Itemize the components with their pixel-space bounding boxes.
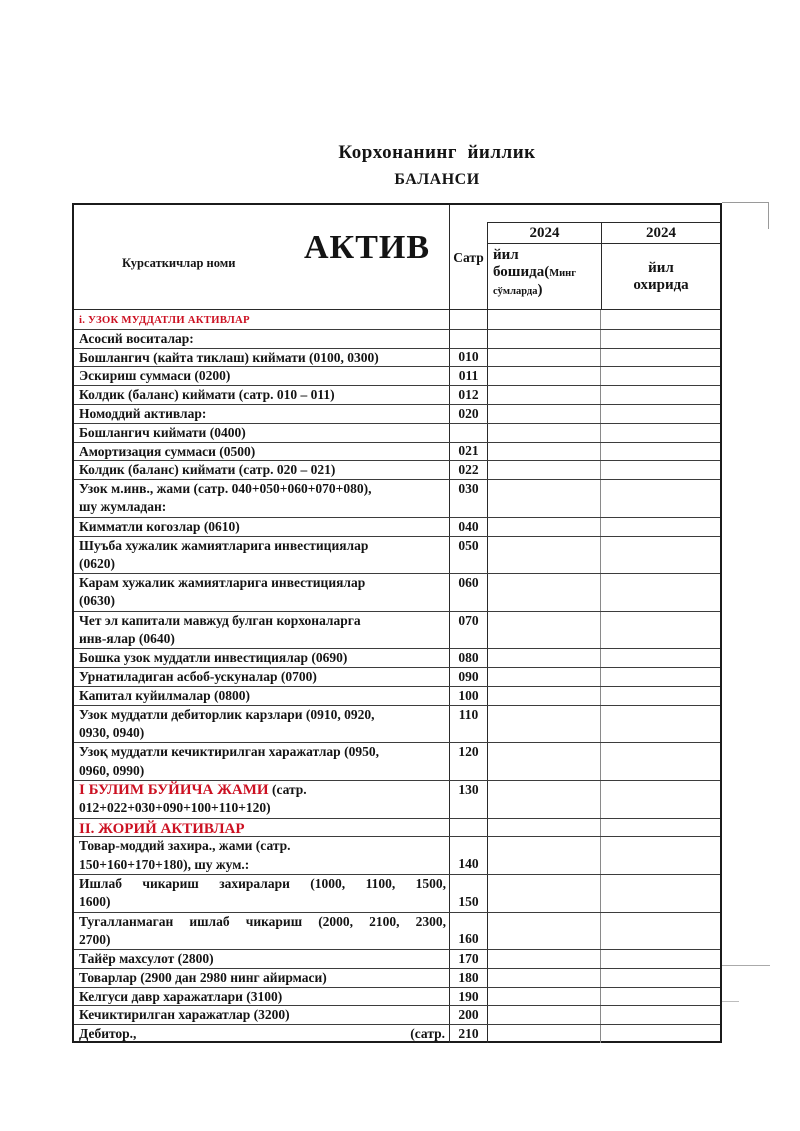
row-label: Чет эл капитали мавжуд булган корхоналарга инв-ялар (0640) [79,612,361,647]
row-label: Товар-моддий захира., жами (сатр. 150+160+170+180), шу жум.: [79,838,291,872]
value-year-end-cell [600,837,720,874]
row-label: Кечиктирилган харажатлар (3200) [79,1007,290,1023]
value-year-end-cell [600,687,720,705]
row-code: 022 [449,461,487,479]
row-code: 160 [449,913,487,950]
table-row [74,780,720,818]
row-code: 150 [449,875,487,912]
table-row [74,667,720,686]
row-code: 130 [449,781,487,818]
year-end-sub-text: йил охирида [633,260,689,293]
row-label: Узоқ муддатли кечиктирилган харажатлар (0950, 0960, 0990) [79,744,379,778]
value-year-end-cell [600,405,720,423]
value-year-end-cell [600,330,720,348]
row-label: Келгуси давр харажатлари (3100) [79,988,283,1004]
value-year-end-cell [600,480,720,517]
value-year-start-cell [487,969,600,987]
value-year-end-cell [600,649,720,667]
value-year-end-cell [600,706,720,743]
table-row [74,423,720,442]
row-label: II. ЖОРИЙ АКТИВЛАР [79,820,245,837]
table-body [74,310,720,1043]
value-year-end-cell [600,518,720,536]
total-label-red: I БУЛИМ БУЙИЧА ЖАМИ [79,781,269,798]
table-row [74,686,720,705]
value-year-start-cell [487,405,600,423]
table-row [74,385,720,404]
sub-line2-small: Минг [549,268,576,279]
row-code [449,819,487,837]
row-code: 180 [449,969,487,987]
row-label: Ишлаб чикариш захиралари (1000, 1100, 1500, 1600) [79,875,446,910]
row-label: Колдик (баланс) киймати (сатр. 010 – 011) [79,387,335,403]
value-year-start-cell [487,537,600,574]
value-year-start-cell [487,668,600,686]
header-year-end-sub [601,244,720,310]
row-label: Тайёр махсулот (2800) [79,951,214,967]
row-code: 070 [449,612,487,649]
row-code: 012 [449,386,487,404]
table-row [74,874,720,912]
row-label: Узок м.инв., жами (сатр. 040+050+060+070+080), шу жумладан: [79,481,372,515]
table-row [74,479,720,517]
value-year-end-cell [600,443,720,461]
row-label: Эскириш суммаси (0200) [79,368,231,384]
header-aktiv-label: АКТИВ [304,229,431,266]
value-year-end-cell [600,1006,720,1024]
doc-title-line2: БАЛАНСИ [394,171,480,188]
table-row [74,1024,720,1043]
header-years-sub-row [488,244,720,310]
row-code: 011 [449,367,487,385]
value-year-start-cell [487,461,600,479]
row-code: 100 [449,687,487,705]
row-label: Асосий воситалар: [79,330,194,346]
doc-title [75,142,799,189]
table-row [74,912,720,950]
value-year-start-cell [487,443,600,461]
value-year-end-cell [600,349,720,367]
table-row [74,705,720,743]
value-year-start-cell [487,310,600,329]
table-row [74,442,720,461]
value-year-start-cell [487,988,600,1006]
table-row [74,517,720,536]
table-continuation-line-mid [722,965,770,966]
header-year-start: 2024 [529,224,560,241]
value-year-start-cell [487,612,600,649]
row-label: i. УЗОК МУДДАТЛИ АКТИВЛАР [79,314,250,326]
value-year-start-cell [487,781,600,818]
balance-table [72,203,722,1043]
row-label: Тугалланмаган ишлаб чикариш (2000, 2100, 2300, 2700) [79,913,446,947]
doc-title-line1: Корхонанинг йиллик [338,142,536,163]
row-label: Капитал куйилмалар (0800) [79,687,250,703]
row-code: 090 [449,668,487,686]
value-year-end-cell [600,612,720,649]
row-label: Колдик (баланс) киймати (сатр. 020 – 021) [79,462,336,478]
table-row [74,836,720,874]
value-year-end-cell [600,988,720,1006]
value-year-end-cell [600,310,720,329]
value-year-start-cell [487,1006,600,1024]
row-code: 210 [449,1025,487,1043]
value-year-start-cell [487,875,600,912]
value-year-end-cell [600,537,720,574]
row-label: Бошка узок муддатли инвестициялар (0690) [79,650,348,666]
value-year-end-cell [600,668,720,686]
value-year-start-cell [487,367,600,385]
table-row [74,348,720,367]
row-code: 050 [449,537,487,574]
value-year-end-cell [600,424,720,442]
table-continuation-line-mid2 [722,1001,739,1002]
header-satr-label: Сатр [449,205,487,310]
value-year-start-cell [487,706,600,743]
value-year-start-cell [487,950,600,968]
header-name-column-label: Курсаткичлар номи [122,256,236,270]
sub-line2: бошида( [493,264,550,280]
table-continuation-corner [768,202,769,229]
header-years-box [487,222,720,309]
table-header [74,205,720,310]
row-code: 030 [449,480,487,517]
row-code: 060 [449,574,487,611]
row-code [449,310,487,329]
value-year-start-cell [487,819,600,837]
row-label: Бошлангич (кайта тиклаш) киймати (0100, 0300) [79,349,379,365]
table-row [74,366,720,385]
table-row [74,949,720,968]
value-year-end-cell [600,386,720,404]
value-year-start-cell [487,1025,600,1043]
value-year-end-cell [600,1025,720,1043]
value-year-start-cell [487,913,600,950]
row-code: 020 [449,405,487,423]
table-row [74,536,720,574]
table-row [74,742,720,780]
row-code: 040 [449,518,487,536]
row-code: 010 [449,349,487,367]
value-year-start-cell [487,518,600,536]
sub-line3-small: сўмларда [493,286,538,297]
sub-line3-close: ) [537,282,543,298]
value-year-end-cell [600,875,720,912]
table-row [74,460,720,479]
row-code [449,424,487,442]
row-code: 021 [449,443,487,461]
header-year-start-sub [488,244,601,310]
table-row [74,968,720,987]
row-label: Шуъба хужалик жамиятларига инвестициялар (0620) [79,537,369,571]
value-year-start-cell [487,649,600,667]
value-year-start-cell [487,480,600,517]
sub-line1: йил [493,247,519,263]
row-code [449,330,487,348]
table-row [74,573,720,611]
section-row [74,310,720,329]
row-code: 170 [449,950,487,968]
value-year-start-cell [487,687,600,705]
row-label: Узок муддатли дебиторлик карзлари (0910, 0920, 0930, 0940) [79,706,375,741]
row-label: I БУЛИМ БУЙИЧА ЖАМИ (сатр. 012+022+030+090+100+110+120) [79,781,307,816]
value-year-start-cell [487,743,600,780]
value-year-end-cell [600,574,720,611]
value-year-end-cell [600,367,720,385]
row-code: 140 [449,837,487,874]
row-label: Номоддий активлар: [79,405,207,421]
value-year-start-cell [487,386,600,404]
header-years-row [488,223,720,244]
row-code: 080 [449,649,487,667]
table-row [74,404,720,423]
header-year-end: 2024 [601,223,720,243]
table-row [74,611,720,649]
row-label: Урнатиладиган асбоб-ускуналар (0700) [79,669,317,685]
table-continuation-line-top [722,202,769,203]
row-code: 200 [449,1006,487,1024]
row-label: Бошлангич киймати (0400) [79,424,246,440]
table-row [74,648,720,667]
row-label: Карам хужалик жамиятларига инвестициялар (0630) [79,575,366,609]
row-code: 120 [449,743,487,780]
value-year-end-cell [600,819,720,837]
value-year-end-cell [600,950,720,968]
row-code: 190 [449,988,487,1006]
row-label: Амортизация суммаси (0500) [79,443,256,459]
value-year-end-cell [600,913,720,950]
value-year-start-cell [487,574,600,611]
value-year-end-cell [600,781,720,818]
value-year-end-cell [600,969,720,987]
table-row [74,987,720,1006]
value-year-start-cell [487,837,600,874]
row-code: 110 [449,706,487,743]
value-year-end-cell [600,743,720,780]
value-year-start-cell [487,330,600,348]
value-year-start-cell [487,349,600,367]
table-row [74,329,720,348]
section-row [74,818,720,837]
row-label: Дебитор., (сатр. [79,1026,445,1042]
value-year-start-cell [487,424,600,442]
value-year-end-cell [600,461,720,479]
table-row [74,1005,720,1024]
row-label: Кимматли когозлар (0610) [79,518,240,534]
row-label: Товарлар (2900 дан 2980 нинг айирмаси) [79,969,327,985]
